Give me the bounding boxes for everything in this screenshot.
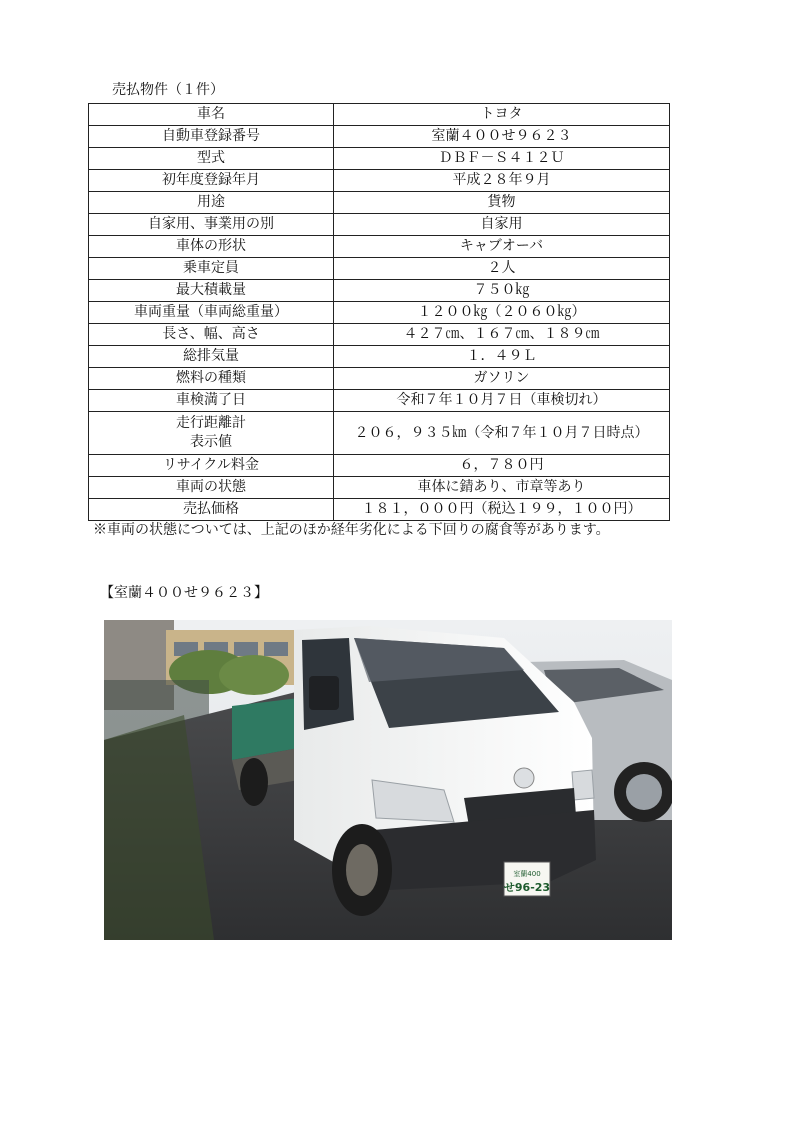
plate-line-1: 室蘭400 (513, 870, 541, 878)
row-value: トヨタ (334, 104, 670, 126)
row-value: 車体に錆あり、市章等あり (334, 477, 670, 499)
row-label-line: 表示値 (190, 434, 232, 450)
row-label: 総排気量 (89, 346, 334, 368)
table-row (89, 214, 670, 236)
row-label (89, 412, 334, 455)
row-label: 長さ、幅、高さ (89, 324, 334, 346)
table-row (89, 126, 670, 148)
table-row (89, 499, 670, 521)
row-label: リサイクル料金 (89, 455, 334, 477)
row-value: ７５０㎏ (334, 280, 670, 302)
row-value: 室蘭４００せ９６２３ (334, 126, 670, 148)
table-row (89, 346, 670, 368)
row-value: ＤＢＦ－Ｓ４１２Ｕ (334, 148, 670, 170)
row-value: ２人 (334, 258, 670, 280)
row-value: 令和７年１０月７日（車検切れ） (334, 390, 670, 412)
row-label: 車両重量（車両総重量） (89, 302, 334, 324)
row-label: 用途 (89, 192, 334, 214)
condition-note: ※車両の状態については、上記のほか経年劣化による下回りの腐食等があります。 (93, 522, 610, 538)
table-row (89, 477, 670, 499)
row-value: ６，７８０円 (334, 455, 670, 477)
vehicle-photo (104, 620, 672, 940)
row-label: 型式 (89, 148, 334, 170)
row-label: 車両の状態 (89, 477, 334, 499)
row-value: １２００㎏（２０６０㎏） (334, 302, 670, 324)
table-row (89, 280, 670, 302)
table-row (89, 148, 670, 170)
row-label: 初年度登録年月 (89, 170, 334, 192)
table-row (89, 324, 670, 346)
row-label: 車検満了日 (89, 390, 334, 412)
row-value: キャブオーバ (334, 236, 670, 258)
row-value: ２０６，９３５㎞（令和７年１０月７日時点） (334, 412, 670, 455)
row-value: 貨物 (334, 192, 670, 214)
table-row (89, 192, 670, 214)
row-value: ４２７㎝、１６７㎝、１８９㎝ (334, 324, 670, 346)
row-value: １８１，０００円（税込１９９，１００円） (334, 499, 670, 521)
table-row (89, 390, 670, 412)
row-label: 車体の形状 (89, 236, 334, 258)
row-value: １．４９Ｌ (334, 346, 670, 368)
row-label: 自動車登録番号 (89, 126, 334, 148)
table-row (89, 302, 670, 324)
plate-line-2: せ96-23 (503, 881, 551, 894)
photo-title: 【室蘭４００せ９６２３】 (100, 585, 268, 601)
row-label: 売払価格 (89, 499, 334, 521)
table-row (89, 170, 670, 192)
table-row (89, 368, 670, 390)
table-row (89, 258, 670, 280)
row-label: 燃料の種類 (89, 368, 334, 390)
row-label: 自家用、事業用の別 (89, 214, 334, 236)
row-label: 乗車定員 (89, 258, 334, 280)
table-row (89, 412, 670, 455)
row-value: 自家用 (334, 214, 670, 236)
row-value: 平成２８年９月 (334, 170, 670, 192)
table-caption: 売払物件（１件） (112, 82, 224, 98)
table-row (89, 455, 670, 477)
table-row (89, 236, 670, 258)
row-label: 車名 (89, 104, 334, 126)
vehicle-spec-table (88, 103, 670, 521)
row-value: ガソリン (334, 368, 670, 390)
row-label-line: 走行距離計 (176, 415, 246, 431)
row-label: 最大積載量 (89, 280, 334, 302)
table-row (89, 104, 670, 126)
